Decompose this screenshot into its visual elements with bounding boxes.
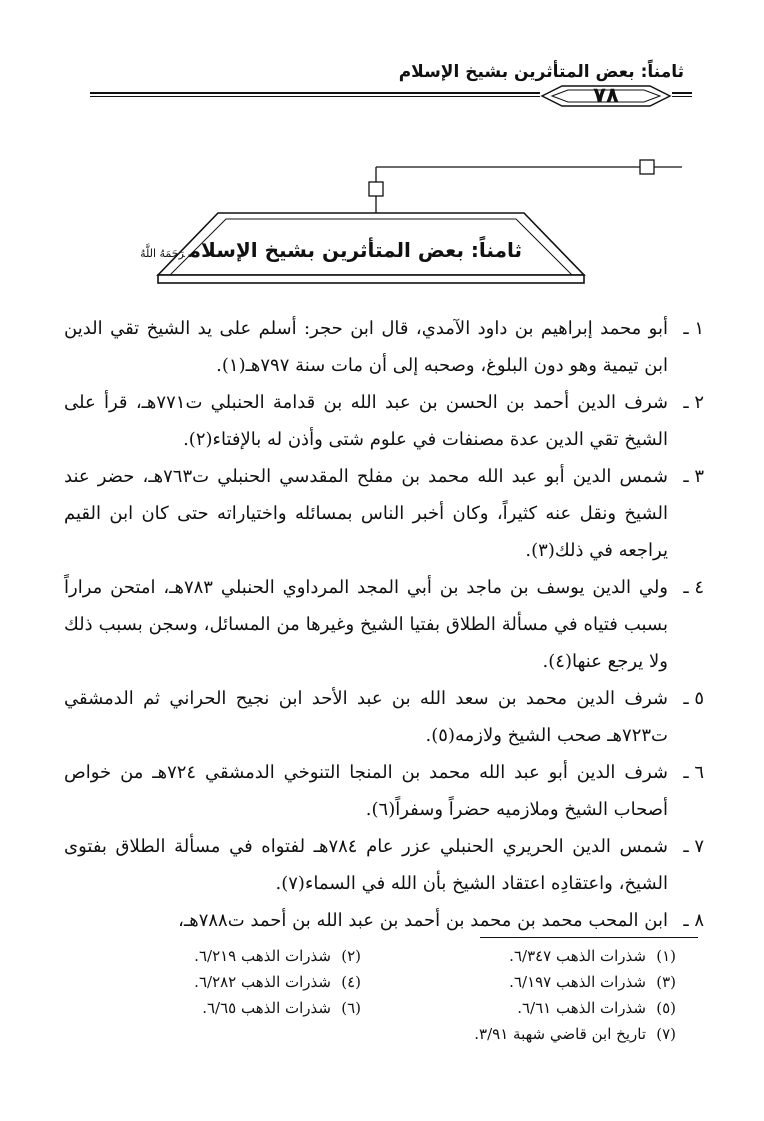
footnote-text: تاريخ ابن قاضي شهبة ٣/٩١. (474, 1025, 646, 1043)
footnote-text: شذرات الذهب ٦/٦١. (517, 999, 646, 1017)
entry-number: ١ ـ (683, 318, 704, 339)
list-item (64, 828, 704, 902)
list-item (64, 680, 704, 754)
entry-number: ٧ ـ (683, 836, 704, 857)
running-header-title: ثامناً: بعض المتأثرين بشيخ الإسلام (398, 62, 684, 82)
footnote-number: (١) (656, 947, 676, 965)
section-title-honorific: رَحَمَهُ اللَّهُ (140, 247, 185, 260)
footnote-separator (480, 937, 698, 938)
entry-text: ولي الدين يوسف بن ماجد بن أبي المجد المرداوي الحنبلي ٧٨٣هـ، امتحن مراراً بسبب فتياه في مسألة الطلاق بفتيا الشيخ وغيرها من المسائل، وسجن بسبب ذلك ولا يرجع عنها(٤). (64, 577, 668, 672)
footnote (76, 971, 361, 993)
entry-text: شمس الدين الحريري الحنبلي عزر عام ٧٨٤هـ لفتواه في مسألة الطلاق بفتوى الشيخ، واعتقادِه اعتقاد الشيخ بأن الله في السماء(٧). (64, 836, 668, 894)
footnote-number: (٤) (341, 973, 361, 991)
footnote-text: شذرات الذهب ٦/٣٤٧. (509, 947, 646, 965)
entry-text: شمس الدين أبو عبد الله محمد بن مفلح المقدسي الحنبلي ت٧٦٣هـ، حضر عند الشيخ ونقل عنه كثيراً، وكان أخبر الناس بمسائله واختياراته حتى كان ابن القيم يراجعه في ذلك(٣). (64, 466, 668, 561)
entry-text: شرف الدين محمد بن سعد الله بن عبد الأحد ابن نجيح الحراني ثم الدمشقي ت٧٢٣هـ صحب الشيخ ولازمه(٥). (64, 688, 668, 746)
footnote (391, 971, 676, 993)
footnote (391, 997, 676, 1019)
entry-text: أبو محمد إبراهيم بن داود الآمدي، قال ابن حجر: أسلم على يد الشيخ تقي الدين ابن تيمية وهو دون البلوغ، وصحبه إلى أن مات سنة ٧٩٧هـ(١). (64, 318, 668, 376)
list-item (64, 310, 704, 384)
list-item (64, 754, 704, 828)
footnote-text: شذرات الذهب ٦/٢٨٢. (194, 973, 331, 991)
footnote (391, 1023, 676, 1045)
list-item (64, 569, 704, 680)
page-number: ٧٨ (593, 83, 619, 107)
entry-number: ٢ ـ (683, 392, 704, 413)
list-item (64, 384, 704, 458)
footnote (391, 945, 676, 967)
entry-text: شرف الدين أحمد بن الحسن بن عبد الله بن قدامة الحنبلي ت٧٧١هـ، قرأ على الشيخ تقي الدين عدة مصنفات في علوم شتى وأذن له بالإفتاء(٢). (64, 392, 668, 450)
decorative-connector-icon (0, 0, 764, 240)
list-item (64, 458, 704, 569)
footnote-number: (٣) (656, 973, 676, 991)
section-banner (140, 211, 586, 291)
footnote-number: (٥) (656, 999, 676, 1017)
entry-list (64, 310, 704, 939)
footnote-text: شذرات الذهب ٦/٢١٩. (194, 947, 331, 965)
footnote-text: شذرات الذهب ٦/١٩٧. (509, 973, 646, 991)
footnote-text: شذرات الذهب ٦/٦٥. (202, 999, 331, 1017)
footnote (76, 997, 361, 1019)
section-title (140, 238, 522, 262)
list-item (64, 902, 704, 939)
entry-text: ابن المحب محمد بن محمد بن أحمد بن عبد الله بن أحمد ت٧٨٨هـ، (178, 910, 668, 931)
footnote-number: (٦) (341, 999, 361, 1017)
footnote-number: (٢) (341, 947, 361, 965)
entry-number: ٥ ـ (683, 688, 704, 709)
footnote-number: (٧) (656, 1025, 676, 1043)
entry-text: شرف الدين أبو عبد الله محمد بن المنجا التنوخي الدمشقي ٧٢٤هـ من خواص أصحاب الشيخ وملازميه حضراً وسفراً(٦). (64, 762, 668, 820)
entry-number: ٣ ـ (683, 466, 704, 487)
entry-number: ٨ ـ (683, 910, 704, 931)
section-title-text: ثامناً: بعض المتأثرين بشيخ الإسلام (188, 238, 522, 262)
footnotes (76, 945, 676, 1045)
entry-number: ٤ ـ (683, 577, 704, 598)
entry-number: ٦ ـ (683, 762, 704, 783)
footnote (76, 945, 361, 967)
